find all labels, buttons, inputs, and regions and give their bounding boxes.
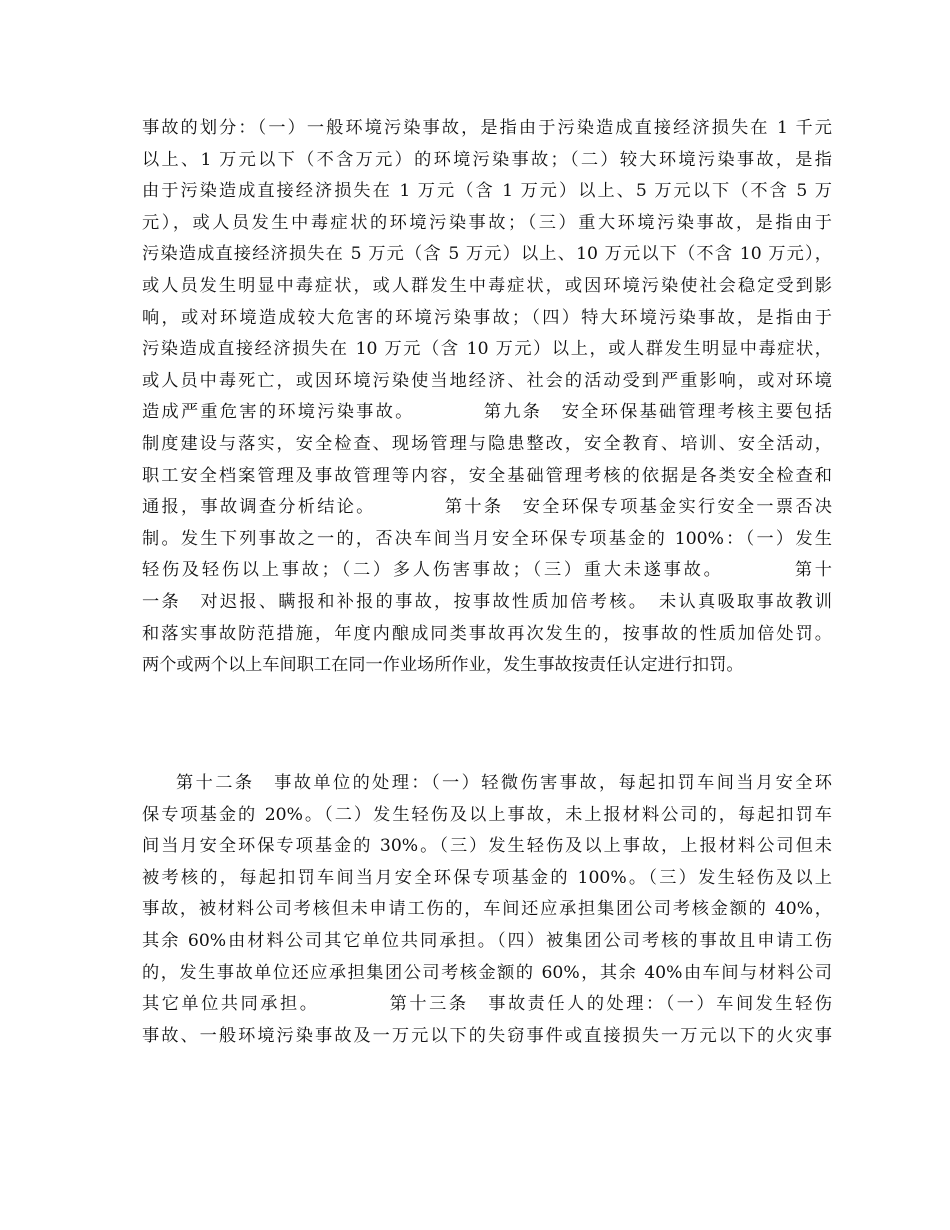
text-line: 制度建设与落实，安全检查、现场管理与隐患整改，安全教育、培训、安全活动， [142,433,832,454]
text-line: 保专项基金的 20%。（二）发生轻伤及以上事故，未上报材料公司的，每起扣罚车 [142,804,832,825]
text-line: 响，或对环境造成较大危害的环境污染事故；（四）特大环境污染事故，是指由于 [142,307,832,328]
text-line: 事故的划分：（一）一般环境污染事故，是指由于污染造成直接经济损失在 1 千元 [142,118,832,138]
text-line: 污染造成直接经济损失在 5 万元（含 5 万元）以上、10 万元以下（不含 10 万元）， [142,244,832,265]
text-line: 两个或两个以上车间职工在同一作业场所作业，发生事故按责任认定进行扣罚。 [142,655,744,676]
text-line: 由于污染造成直接经济损失在 1 万元（含 1 万元）以上、5 万元以下（不含 5 万 [142,181,832,202]
text-line: 元），或人员发生中毒症状的环境污染事故；（三）重大环境污染事故，是指由于 [142,212,832,233]
text-line: 被考核的，每起扣罚车间当月安全环保专项基金的 100%。（三）发生轻伤及以上 [142,867,832,888]
text-line: 或人员中毒死亡，或因环境污染使当地经济、社会的活动受到严重影响，或对环境 [142,370,832,391]
text-line: 的，发生事故单位还应承担集团公司考核金额的 60%，其余 40%由车间与材料公司 [142,962,832,983]
text-line: 一条 对迟报、瞒报和补报的事故，按事故性质加倍考核。 未认真吸取事故教训 [142,591,832,612]
text-line: 造成严重危害的环境污染事故。 第九条 安全环保基础管理考核主要包括 [142,402,832,423]
text-line: 制。发生下列事故之一的，否决车间当月安全环保专项基金的 100%：（一）发生 [142,528,832,549]
text-line: 轻伤及轻伤以上事故；（二）多人伤害事故；（三）重大未遂事故。 第十 [142,560,832,581]
text-line: 第十二条 事故单位的处理：（一）轻微伤害事故，每起扣罚车间当月安全环 [176,773,832,793]
text-line: 间当月安全环保专项基金的 30%。（三）发生轻伤及以上事故，上报材料公司但未 [142,836,832,857]
text-line: 污染造成直接经济损失在 10 万元（含 10 万元）以上，或人群发生明显中毒症状， [142,339,832,360]
text-line: 以上、1 万元以下（不含万元）的环境污染事故；（二）较大环境污染事故，是指 [142,149,832,170]
text-line: 或人员发生明显中毒症状，或人群发生中毒症状，或因环境污染使社会稳定受到影 [142,275,832,296]
paragraph-1 [142,113,832,682]
text-line: 和落实事故防范措施，年度内酿成同类事故再次发生的，按事故的性质加倍处罚。 [142,623,832,644]
text-line: 职工安全档案管理及事故管理等内容，安全基础管理考核的依据是各类安全检查和 [142,465,832,486]
text-line: 通报，事故调查分析结论。 第十条 安全环保专项基金实行安全一票否决 [142,497,832,518]
text-line: 事故、一般环境污染事故及一万元以下的失窃事件或直接损失一万元以下的火灾事 [142,1025,832,1046]
text-line: 其余 60%由材料公司其它单位共同承担。（四）被集团公司考核的事故且申请工伤 [142,930,832,951]
text-line: 其它单位共同承担。 第十三条 事故责任人的处理：（一）车间发生轻伤 [142,994,832,1015]
paragraph-2 [142,768,832,1052]
text-line: 事故，被材料公司考核但未申请工伤的，车间还应承担集团公司考核金额的 40%， [142,899,832,920]
